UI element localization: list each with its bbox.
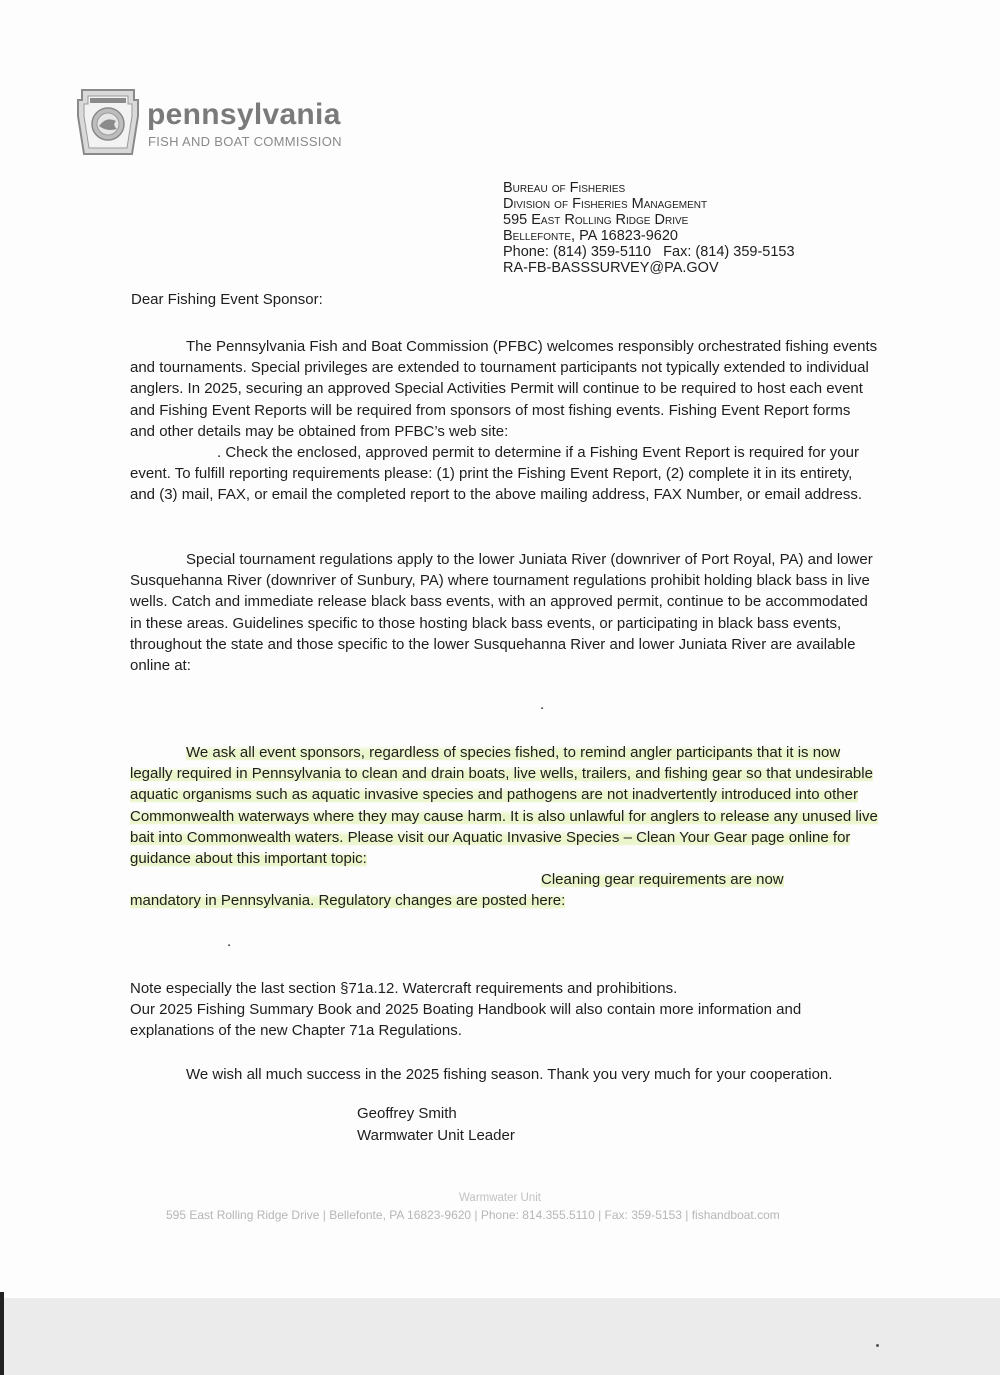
- link-placeholder-dot-2: .: [227, 933, 232, 950]
- keystone-logo-icon: [76, 88, 140, 160]
- paragraph-clean-gear: [130, 742, 878, 912]
- signer-title: Warmwater Unit Leader: [357, 1127, 515, 1144]
- address-street: 595 East Rolling Ridge Drive: [503, 212, 689, 228]
- paragraph-reporting-text-2: . Check the enclosed, approved permit to determine if a Fishing Event Report is required for your event. To fulfill reporting requirements please: (1) print the Fishing Event Report, (2) complete it in its entirety, and (3) mail, FAX, or email the completed report to the above mailing address, FAX Number, or email address.: [130, 444, 863, 504]
- logo-wordmark: pennsylvania: [147, 98, 341, 131]
- address-division: Division of Fisheries Management: [503, 196, 708, 212]
- paragraph-clean-gear-text-2: Cleaning gear requirements are now: [541, 871, 784, 889]
- address-bureau: Bureau of Fisheries: [503, 180, 626, 196]
- note-handbook: Our 2025 Fishing Summary Book and 2025 Boating Handbook will also contain more information and explanations of the new Chapter 71a Regulations.: [130, 1001, 802, 1040]
- address-block: [503, 180, 795, 276]
- address-phone-fax: Phone: (814) 359-5110 Fax: (814) 359-5153: [503, 244, 795, 260]
- note-watercraft: Note especially the last section §71a.12. Watercraft requirements and prohibitions.: [130, 980, 678, 997]
- paragraph-clean-gear-text-3: mandatory in Pennsylvania. Regulatory changes are posted here:: [130, 892, 566, 910]
- signer-name: Geoffrey Smith: [357, 1105, 457, 1122]
- paragraph-tournament-regulations: [130, 549, 878, 676]
- footer-unit: Warmwater Unit: [459, 1192, 541, 1204]
- paragraph-tournament-text: Special tournament regulations apply to the lower Juniata River (downriver of Port Royal, PA) and lower Susquehanna River (downriver of Sunbury, PA) where tournament regulations prohibit holding black bass in live wells. Catch and immediate release black bass events, with an approved permit, continue to be accommodated in these areas. Guidelines specific to those hosting black bass events, or participating in black bass events, throughout the state and those specific to the lower Susquehanna River and lower Juniata River are available online at:: [130, 551, 873, 675]
- paragraph-reporting-text-1: The Pennsylvania Fish and Boat Commission (PFBC) welcomes responsibly orchestrated fishing events and tournaments. Special privileges are extended to tournament participants not typically extended to individual anglers. In 2025, securing an approved Special Activities Permit will continue to be required to host each event and Fishing Event Reports will be required from sponsors of most fishing events. Fishing Event Report forms and other details may be obtained from PFBC’s web site:: [130, 338, 878, 440]
- salutation: Dear Fishing Event Sponsor:: [131, 291, 323, 308]
- footer-address: 595 East Rolling Ridge Drive | Bellefonte, PA 16823-9620 | Phone: 814.355.5110 | Fax: 359-5153 | fishandboat.com: [166, 1208, 780, 1222]
- scan-speck: [876, 1344, 879, 1347]
- paragraph-clean-gear-text: We ask all event sponsors, regardless of species fished, to remind angler participants that it is now legally required in Pennsylvania to clean and drain boats, live wells, trailers, and fishing gear so that undesirable aquatic organisms such as aquatic invasive species and pathogens are not inadvertently introduced into other Commonwealth waterways where they may cause harm. It is also unlawful for anglers to release any unused live bait into Commonwealth waters. Please visit our Aquatic Invasive Species – Clean Your Gear page online for guidance about this important topic:: [130, 744, 878, 868]
- scan-edge: [0, 1292, 4, 1375]
- logo-subtitle: FISH AND BOAT COMMISSION: [148, 134, 342, 149]
- address-city: Bellefonte, PA 16823-9620: [503, 228, 678, 244]
- paragraph-reporting: [130, 336, 878, 506]
- address-email: RA-FB-BASSSURVEY@PA.GOV: [503, 260, 719, 276]
- link-placeholder-dot: .: [540, 696, 545, 713]
- closing-line: We wish all much success in the 2025 fishing season. Thank you very much for your cooperation.: [186, 1066, 833, 1083]
